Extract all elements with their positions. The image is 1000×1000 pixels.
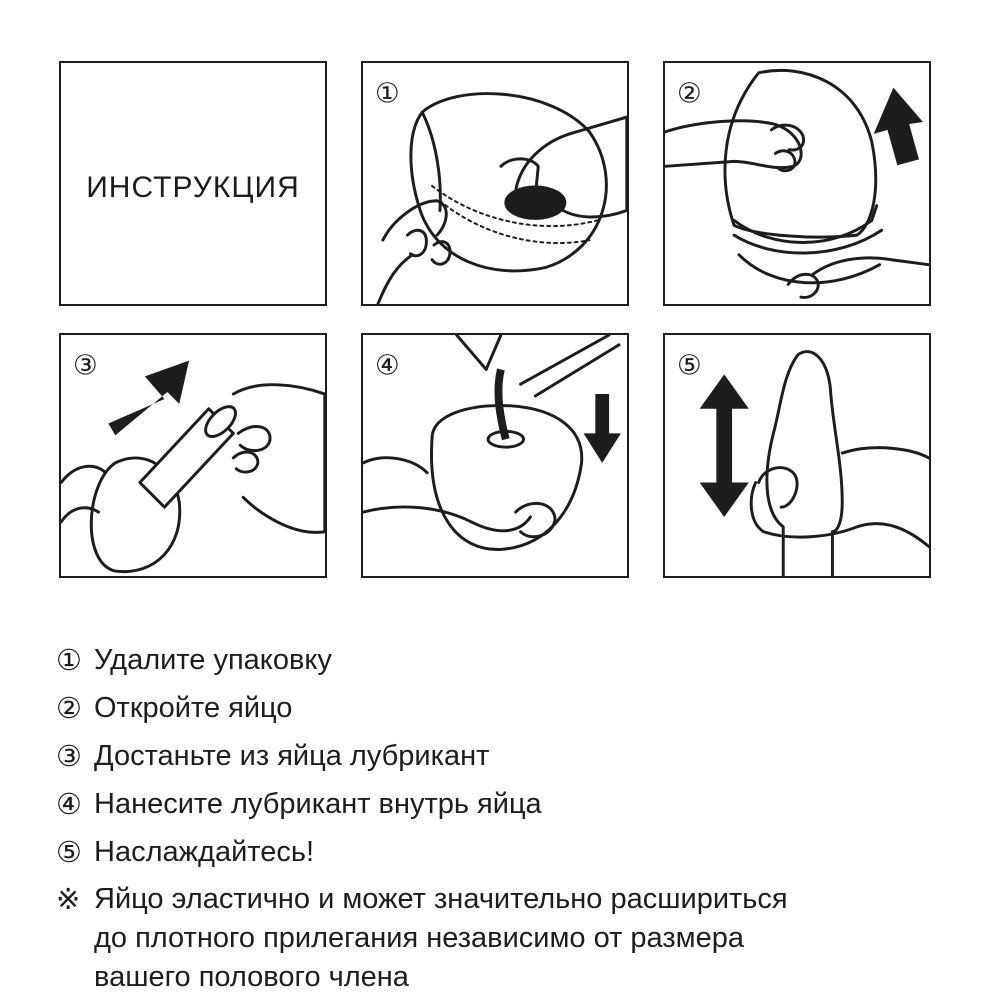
note bbox=[56, 880, 956, 997]
step-mark: ⑤ bbox=[56, 835, 82, 869]
steps-list bbox=[56, 636, 956, 997]
list-item bbox=[56, 636, 956, 684]
list-item bbox=[56, 780, 956, 828]
step-2-number: ② bbox=[676, 77, 702, 110]
step-1-number: ① bbox=[374, 77, 400, 110]
step-4-number: ④ bbox=[374, 349, 400, 382]
use-illustration bbox=[665, 335, 929, 576]
step-text: Достаньте из яйца лубрикант bbox=[94, 739, 490, 772]
step-text: Нанесите лубрикант внутрь яйца bbox=[94, 787, 542, 820]
step-text: Удалите упаковку bbox=[94, 643, 332, 676]
apply-lubricant-illustration bbox=[363, 335, 627, 576]
note-lines bbox=[94, 880, 788, 997]
list-item bbox=[56, 828, 956, 876]
title-panel bbox=[59, 61, 327, 306]
step-mark: ② bbox=[56, 691, 82, 725]
open-egg-illustration bbox=[665, 63, 929, 304]
note-line: вашего полового члена bbox=[94, 961, 409, 993]
step-5-number: ⑤ bbox=[676, 349, 702, 382]
list-item bbox=[56, 732, 956, 780]
step-3-panel bbox=[59, 333, 327, 578]
step-3-number: ③ bbox=[72, 349, 98, 382]
step-5-panel bbox=[663, 333, 931, 578]
step-mark: ③ bbox=[56, 739, 82, 773]
step-4-panel bbox=[361, 333, 629, 578]
note-line: до плотного прилегания независимо от размера bbox=[94, 922, 744, 954]
step-1-panel bbox=[361, 61, 629, 306]
step-2-panel bbox=[663, 61, 931, 306]
unwrap-egg-illustration bbox=[363, 63, 627, 304]
list-item bbox=[56, 684, 956, 732]
note-line: Яйцо эластично и может значительно расшириться bbox=[94, 883, 788, 915]
instruction-title: ИНСТРУКЦИЯ bbox=[86, 171, 300, 204]
remove-lubricant-illustration bbox=[61, 335, 325, 576]
note-mark: ※ bbox=[56, 882, 81, 916]
step-mark: ④ bbox=[56, 787, 82, 821]
step-mark: ① bbox=[56, 643, 82, 677]
step-text: Откройте яйцо bbox=[94, 691, 293, 724]
step-text: Наслаждайтесь! bbox=[94, 835, 315, 868]
